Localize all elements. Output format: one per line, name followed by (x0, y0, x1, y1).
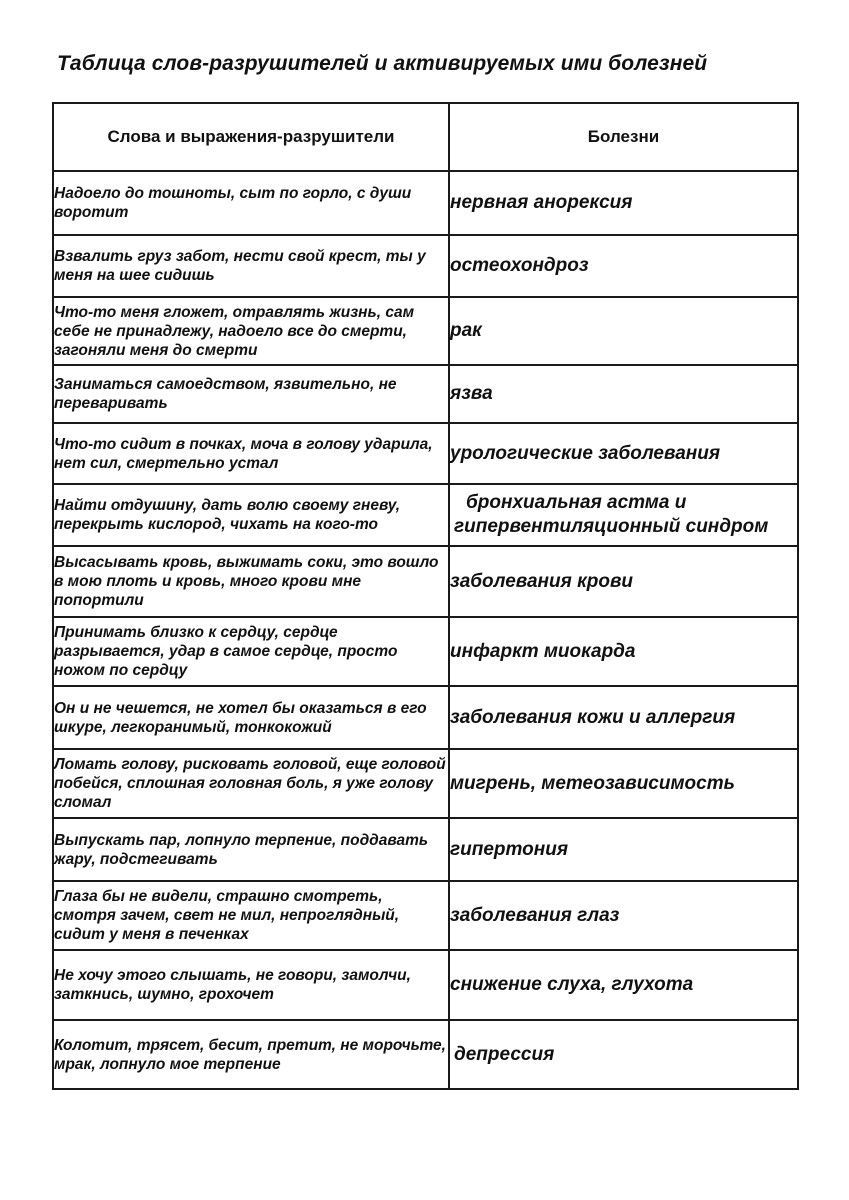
phrase-cell: Колотит, трясет, бесит, претит, не морочьте, мрак, лопнуло мое терпение (53, 1020, 449, 1089)
disease-cell: гипертония (449, 818, 798, 881)
table-row (53, 617, 798, 686)
disease-cell: заболевания кожи и аллергия (449, 686, 798, 749)
disease-cell: депрессия (449, 1020, 798, 1089)
words-diseases-table (52, 102, 799, 1090)
phrase-cell: Надоело до тошноты, сыт по горло, с души воротит (53, 171, 449, 235)
phrase-cell: Ломать голову, рисковать головой, еще головой побейся, сплошная головная боль, я уже голову сломал (53, 749, 449, 818)
table-row (53, 365, 798, 423)
table-row (53, 484, 798, 546)
phrase-cell: Высасывать кровь, выжимать соки, это вошло в мою плоть и кровь, много крови мне попортили (53, 546, 449, 617)
table-row (53, 546, 798, 617)
table-row (53, 171, 798, 235)
table-row (53, 1020, 798, 1089)
table-row (53, 749, 798, 818)
phrase-cell: Глаза бы не видели, страшно смотреть, смотря зачем, свет не мил, непроглядный, сидит у меня в печенках (53, 881, 449, 950)
phrase-cell: Он и не чешется, не хотел бы оказаться в его шкуре, легкоранимый, тонкокожий (53, 686, 449, 749)
table-row (53, 423, 798, 484)
phrase-cell: Заниматься самоедством, язвительно, не переваривать (53, 365, 449, 423)
table-header-row (53, 103, 798, 171)
disease-cell: нервная анорексия (449, 171, 798, 235)
table-row (53, 235, 798, 297)
disease-cell: заболевания глаз (449, 881, 798, 950)
phrase-cell: Что-то сидит в почках, моча в голову ударила, нет сил, смертельно устал (53, 423, 449, 484)
phrase-cell: Что-то меня гложет, отравлять жизнь, сам себе не принадлежу, надоело все до смерти, загоняли меня до смерти (53, 297, 449, 365)
table-row (53, 818, 798, 881)
phrase-cell: Не хочу этого слышать, не говори, замолчи, заткнись, шумно, грохочет (53, 950, 449, 1020)
page-title: Таблица слов-разрушителей и активируемых ими болезней (57, 52, 708, 75)
table-row (53, 297, 798, 365)
table-row (53, 881, 798, 950)
disease-cell: инфаркт миокарда (449, 617, 798, 686)
disease-line: бронхиальная астма и (466, 492, 687, 513)
table-row (53, 950, 798, 1020)
column-header-phrases: Слова и выражения-разрушители (53, 103, 449, 171)
disease-cell: язва (449, 365, 798, 423)
disease-cell: урологические заболевания (449, 423, 798, 484)
disease-cell: рак (449, 297, 798, 365)
phrase-cell: Принимать близко к сердцу, сердце разрывается, удар в самое сердце, просто ножом по сердцу (53, 617, 449, 686)
phrase-cell: Найти отдушину, дать волю своему гневу, перекрыть кислород, чихать на кого-то (53, 484, 449, 546)
disease-cell (449, 484, 798, 546)
disease-line: гипервентиляционный синдром (454, 516, 769, 537)
column-header-diseases: Болезни (449, 103, 798, 171)
table-row (53, 686, 798, 749)
phrase-cell: Взвалить груз забот, нести свой крест, ты у меня на шее сидишь (53, 235, 449, 297)
disease-cell: мигрень, метеозависимость (449, 749, 798, 818)
phrase-cell: Выпускать пар, лопнуло терпение, поддавать жару, подстегивать (53, 818, 449, 881)
disease-cell: остеохондроз (449, 235, 798, 297)
disease-cell: заболевания крови (449, 546, 798, 617)
disease-cell: снижение слуха, глухота (449, 950, 798, 1020)
